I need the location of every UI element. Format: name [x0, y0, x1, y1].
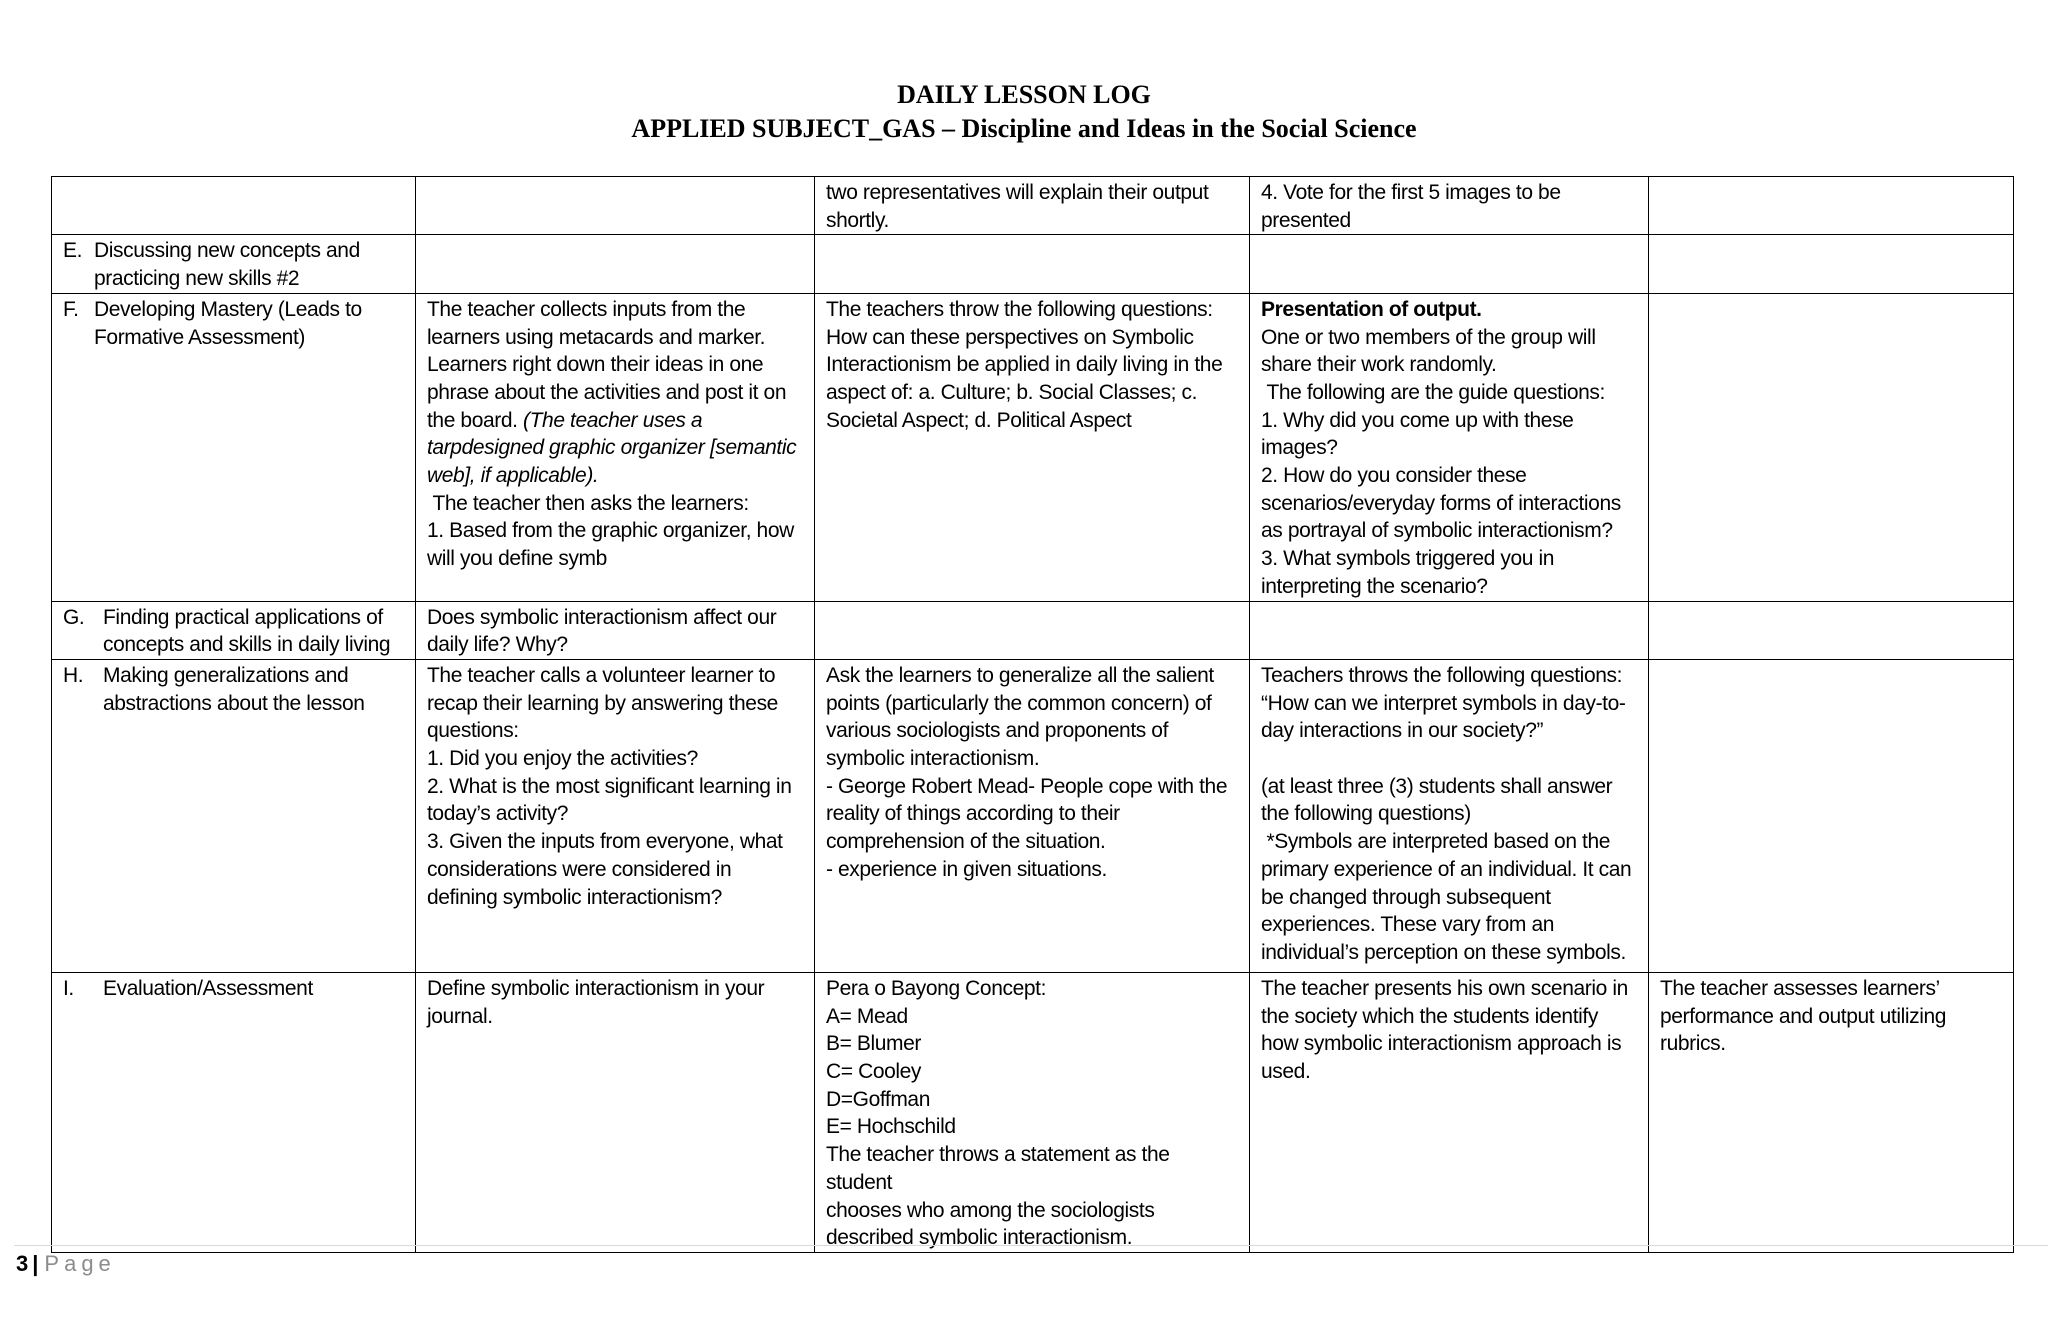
day3-cell [1250, 972, 1649, 1252]
procedure-label-cell [52, 601, 416, 659]
cell-line: The teachers throw the following questions: [826, 297, 1213, 321]
cell-line: two representatives will explain their output [826, 181, 1209, 204]
cell-line: 2. What is the most significant learning in [427, 774, 792, 798]
row-letter: G. [63, 605, 85, 629]
cell-line: images? [1261, 436, 1338, 460]
day3-cell [1250, 601, 1649, 659]
day2-cell [815, 601, 1250, 659]
cell-line: used. [1261, 1060, 1311, 1084]
row-label: Discussing new concepts and practicing new skills #2 [94, 239, 360, 291]
day3-cell [1250, 293, 1649, 601]
cell-line: reality of things according to their [826, 802, 1120, 826]
cell-line: *Symbols are interpreted based on the [1261, 830, 1611, 854]
day1-cell [416, 972, 815, 1252]
cell-line: E= Hochschild [826, 1115, 956, 1139]
cell-line: One or two members of the group will [1261, 325, 1596, 349]
cell-line: The teacher then asks the learners: [427, 491, 749, 515]
day2-cell [815, 177, 1250, 235]
day2-cell [815, 235, 1250, 293]
cell-line: Teachers throws the following questions: [1261, 663, 1623, 687]
document-title: DAILY LESSON LOG [897, 80, 1151, 109]
cell-line: scenarios/everyday forms of interactions [1261, 491, 1621, 515]
day1-cell [416, 601, 815, 659]
procedure-label-cell [52, 235, 416, 293]
cell-line: Define symbolic interactionism in your [427, 976, 765, 1000]
cell-line: C= Cooley [826, 1060, 922, 1084]
day3-cell [1250, 177, 1649, 235]
day3-cell [1250, 235, 1649, 293]
cell-line: share their work randomly. [1261, 353, 1497, 377]
cell-line: the society which the students identify [1261, 1004, 1598, 1028]
day3-cell [1250, 659, 1649, 972]
cell-line: performance and output utilizing [1660, 1004, 1947, 1028]
cell-line: today’s activity? [427, 802, 569, 826]
cell-line: The following are the guide questions: [1261, 380, 1605, 404]
row-label: Making generalizations and abstractions about the lesson [103, 663, 365, 715]
day4-cell [1649, 177, 2014, 235]
cell-line: considerations were considered in [427, 857, 732, 881]
cell-line: - experience in given situations. [826, 857, 1107, 881]
day2-cell [815, 972, 1250, 1252]
cell-line: 1. Why did you come up with these [1261, 408, 1574, 432]
cell-line: Pera o Bayong Concept: [826, 976, 1047, 1000]
cell-line: learners using metacards and marker. [427, 325, 766, 349]
cell-line: 2. How do you consider these [1261, 464, 1527, 488]
cell-line: D=Goffman [826, 1087, 930, 1111]
cell-line: will you define symb [427, 547, 607, 571]
cell-line: day interactions in our society?” [1261, 719, 1544, 743]
day1-cell [416, 177, 815, 235]
day4-cell [1649, 601, 2014, 659]
cell-line: B= Blumer [826, 1032, 922, 1056]
day4-cell [1649, 659, 2014, 972]
cell-line: primary experience of an individual. It can [1261, 857, 1632, 881]
table-row [52, 235, 2014, 293]
blank-line [1261, 745, 1637, 773]
day1-cell [416, 659, 815, 972]
cell-line: as portrayal of symbolic interactionism? [1261, 519, 1613, 543]
cell-line: “How can we interpret symbols in day-to- [1261, 691, 1626, 715]
cell-line: Societal Aspect; d. Political Aspect [826, 408, 1132, 432]
cell-line: How can these perspectives on Symbolic [826, 325, 1194, 349]
cell-line: 1. Based from the graphic organizer, how [427, 519, 794, 543]
table-row [52, 972, 2014, 1252]
cell-line: questions: [427, 719, 519, 743]
cell-line: The teacher throws a statement as the student [826, 1143, 1175, 1194]
cell-line: The teacher collects inputs from the [427, 297, 746, 321]
page-separator: | [32, 1251, 39, 1276]
cell-line: the following questions) [1261, 802, 1471, 826]
page-number: 3 [16, 1251, 29, 1276]
day1-cell [416, 293, 815, 601]
cell-line: The teacher presents his own scenario in [1261, 976, 1628, 1000]
document-header [0, 78, 2048, 146]
procedure-label-cell [52, 293, 416, 601]
page-label: Page [44, 1251, 116, 1276]
cell-line: defining symbolic interactionism? [427, 885, 722, 909]
cell-line: rubrics. [1660, 1032, 1726, 1056]
cell-line: daily life? Why? [427, 633, 568, 657]
cell-line: be changed through subsequent [1261, 885, 1551, 909]
cell-line: recap their learning by answering these [427, 691, 778, 715]
cell-heading: Presentation of output. [1261, 297, 1482, 321]
procedure-label-cell [52, 177, 416, 235]
cell-line: Learners right down their ideas in one [427, 353, 764, 377]
day2-cell [815, 659, 1250, 972]
cell-line: Interactionism be applied in daily living in the [826, 353, 1223, 377]
cell-line: 3. What symbols triggered you in [1261, 547, 1555, 571]
cell-line: - George Robert Mead- People cope with the [826, 774, 1228, 798]
cell-line: symbolic interactionism. [826, 747, 1040, 771]
row-label: Developing Mastery (Leads to Formative Assessment) [94, 297, 362, 349]
cell-italic-text: tarpdesigned graphic organizer [semantic [427, 436, 797, 460]
day4-cell [1649, 293, 2014, 601]
cell-line: (at least three (3) students shall answer [1261, 774, 1613, 798]
cell-line: various sociologists and proponents of [826, 719, 1169, 743]
cell-italic-text: web], if applicable). [427, 464, 599, 488]
cell-line: Does symbolic interactionism affect our [427, 605, 777, 629]
cell-line: journal. [427, 1004, 493, 1028]
cell-line: presented [1261, 208, 1351, 232]
cell-line: The teacher calls a volunteer learner to [427, 663, 776, 687]
row-letter: E. [63, 239, 83, 263]
cell-line: shortly. [826, 208, 889, 232]
procedure-label-cell [52, 972, 416, 1252]
cell-line: how symbolic interactionism approach is [1261, 1032, 1622, 1056]
table-row [52, 177, 2014, 235]
table-row [52, 659, 2014, 972]
table-row [52, 601, 2014, 659]
cell-italic-text: (The teacher uses a [523, 408, 703, 432]
cell-line: phrase about the activities and post it on [427, 380, 787, 404]
row-label: Evaluation/Assessment [103, 976, 313, 1000]
cell-line: interpreting the scenario? [1261, 574, 1488, 598]
cell-text: the board. [427, 408, 524, 432]
table-row [52, 293, 2014, 601]
row-letter: F. [63, 297, 79, 321]
procedure-label-cell [52, 659, 416, 972]
row-label: Finding practical applications of concepts and skills in daily living [103, 605, 391, 657]
cell-line: comprehension of the situation. [826, 830, 1106, 854]
cell-line: individual’s perception on these symbols. [1261, 940, 1626, 964]
cell-line: 1. Did you enjoy the activities? [427, 747, 698, 771]
cell-line: 4. Vote for the first 5 images to be [1261, 181, 1561, 204]
day1-cell [416, 235, 815, 293]
row-letter: H. [63, 663, 84, 687]
row-letter: I. [63, 976, 74, 1000]
footer-divider [14, 1245, 2048, 1246]
cell-line: The teacher assesses learners’ [1660, 976, 1940, 1000]
lesson-log-table [51, 176, 2014, 1253]
cell-line: described symbolic interactionism. [826, 1226, 1133, 1250]
cell-line: experiences. These vary from an [1261, 913, 1555, 937]
cell-line: points (particularly the common concern) of [826, 691, 1212, 715]
day4-cell [1649, 235, 2014, 293]
page-footer [16, 1250, 116, 1278]
day2-cell [815, 293, 1250, 601]
cell-line: A= Mead [826, 1004, 908, 1028]
cell-line: chooses who among the sociologists [826, 1198, 1155, 1222]
day4-cell [1649, 972, 2014, 1252]
cell-line: Ask the learners to generalize all the salient [826, 663, 1214, 687]
cell-line: 3. Given the inputs from everyone, what [427, 830, 783, 854]
document-subtitle: APPLIED SUBJECT_GAS – Discipline and Ideas in the Social Science [631, 114, 1417, 143]
cell-line: aspect of: a. Culture; b. Social Classes; c. [826, 380, 1198, 404]
